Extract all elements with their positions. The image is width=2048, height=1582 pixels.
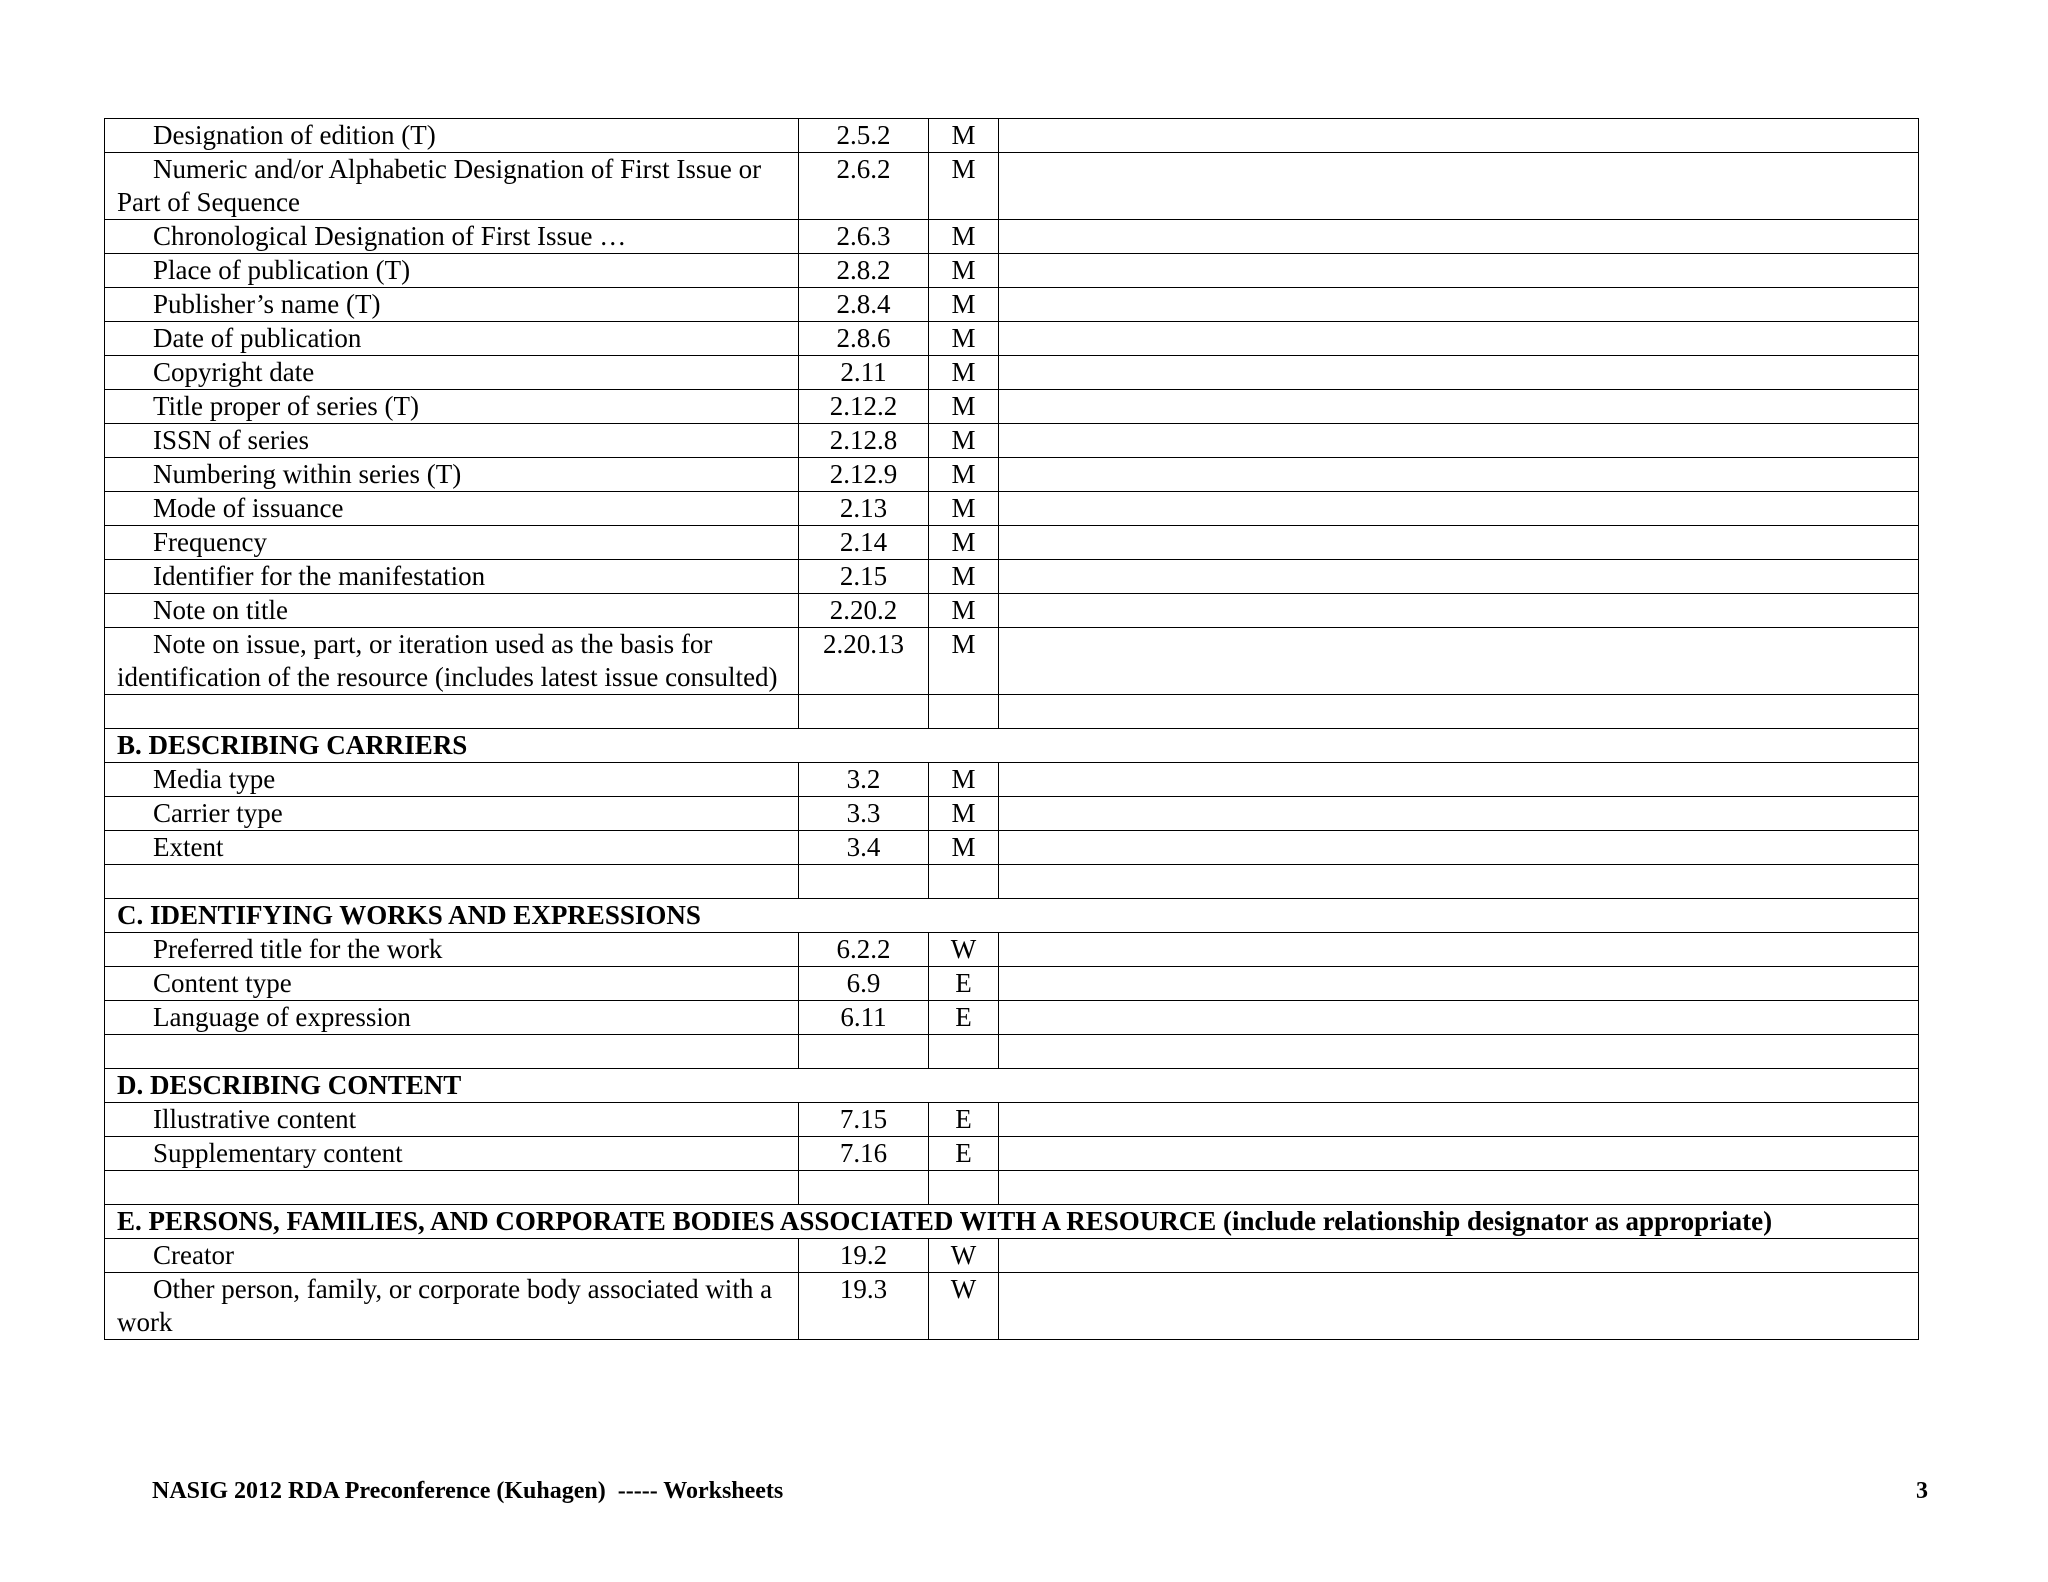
rda-rule-cell: 2.8.2	[799, 254, 929, 288]
rda-rule-cell: 2.8.4	[799, 288, 929, 322]
page-number: 3	[1916, 1478, 1928, 1504]
element-name-cell: Numeric and/or Alphabetic Designation of First Issue or Part of Sequence	[105, 153, 799, 220]
table-row	[105, 322, 1919, 356]
table-row	[105, 831, 1919, 865]
notes-cell	[999, 526, 1919, 560]
table-row	[105, 1001, 1919, 1035]
table-row	[105, 763, 1919, 797]
section-header-row	[105, 1205, 1919, 1239]
entity-code-cell: W	[929, 933, 999, 967]
table-row	[105, 1239, 1919, 1273]
entity-code-cell: M	[929, 763, 999, 797]
notes-cell	[999, 594, 1919, 628]
table-row	[105, 797, 1919, 831]
element-name-cell: Chronological Designation of First Issue …	[105, 220, 799, 254]
entity-code-cell: E	[929, 1137, 999, 1171]
table-row	[105, 628, 1919, 695]
section-header-row	[105, 899, 1919, 933]
table-row	[105, 967, 1919, 1001]
entity-code-cell: M	[929, 322, 999, 356]
rda-rule-cell: 6.9	[799, 967, 929, 1001]
notes-cell	[999, 1103, 1919, 1137]
notes-cell	[999, 933, 1919, 967]
element-name-cell: Date of publication	[105, 322, 799, 356]
entity-code-cell: M	[929, 526, 999, 560]
section-header-row	[105, 1069, 1919, 1103]
rule-cell	[799, 1171, 929, 1205]
blank-row	[105, 1035, 1919, 1069]
entity-code-cell: M	[929, 628, 999, 695]
rda-rule-cell: 7.16	[799, 1137, 929, 1171]
element-name-cell: Note on title	[105, 594, 799, 628]
section-header-row	[105, 729, 1919, 763]
rule-cell	[799, 865, 929, 899]
notes-cell	[999, 424, 1919, 458]
notes-cell	[999, 865, 1919, 899]
rda-rule-cell: 2.13	[799, 492, 929, 526]
notes-cell	[999, 628, 1919, 695]
table-row	[105, 153, 1919, 220]
table-row	[105, 1273, 1919, 1340]
table-row	[105, 220, 1919, 254]
notes-cell	[999, 1035, 1919, 1069]
rda-rule-cell: 2.8.6	[799, 322, 929, 356]
entity-code-cell: M	[929, 594, 999, 628]
table-row	[105, 254, 1919, 288]
entity-code-cell: M	[929, 119, 999, 153]
rda-rule-cell: 6.2.2	[799, 933, 929, 967]
blank-row	[105, 695, 1919, 729]
notes-cell	[999, 560, 1919, 594]
element-name-cell: Mode of issuance	[105, 492, 799, 526]
element-name-cell: Preferred title for the work	[105, 933, 799, 967]
rda-rule-cell: 19.3	[799, 1273, 929, 1340]
table-row	[105, 933, 1919, 967]
element-name-cell: Place of publication (T)	[105, 254, 799, 288]
notes-cell	[999, 1171, 1919, 1205]
element-name-cell: Note on issue, part, or iteration used as the basis for identification of the resource (includes latest issue consulted)	[105, 628, 799, 695]
table-row	[105, 1103, 1919, 1137]
entity-code-cell: M	[929, 424, 999, 458]
element-name-cell: Identifier for the manifestation	[105, 560, 799, 594]
element-name-cell: Copyright date	[105, 356, 799, 390]
section-heading: B. DESCRIBING CARRIERS	[105, 729, 1919, 763]
rda-rule-cell: 2.12.9	[799, 458, 929, 492]
notes-cell	[999, 492, 1919, 526]
element-name-cell: Creator	[105, 1239, 799, 1273]
notes-cell	[999, 458, 1919, 492]
notes-cell	[999, 695, 1919, 729]
rda-rule-cell: 3.2	[799, 763, 929, 797]
element-name-cell: Content type	[105, 967, 799, 1001]
notes-cell	[999, 119, 1919, 153]
entity-code-cell: M	[929, 458, 999, 492]
entity-code-cell: M	[929, 390, 999, 424]
entity-code-cell: M	[929, 831, 999, 865]
notes-cell	[999, 254, 1919, 288]
table-row	[105, 288, 1919, 322]
table-row	[105, 1137, 1919, 1171]
notes-cell	[999, 153, 1919, 220]
code-cell	[929, 1035, 999, 1069]
entity-code-cell: M	[929, 356, 999, 390]
section-heading: E. PERSONS, FAMILIES, AND CORPORATE BODIES ASSOCIATED WITH A RESOURCE (include relationship designator as appropriate)	[105, 1205, 1919, 1239]
table-row	[105, 356, 1919, 390]
element-cell	[105, 865, 799, 899]
rda-rule-cell: 2.6.3	[799, 220, 929, 254]
table-row	[105, 424, 1919, 458]
notes-cell	[999, 967, 1919, 1001]
rule-cell	[799, 1035, 929, 1069]
rda-worksheet-table	[104, 118, 1919, 1340]
notes-cell	[999, 763, 1919, 797]
notes-cell	[999, 831, 1919, 865]
rule-cell	[799, 695, 929, 729]
rda-rule-cell: 6.11	[799, 1001, 929, 1035]
notes-cell	[999, 1001, 1919, 1035]
entity-code-cell: M	[929, 560, 999, 594]
table-row	[105, 458, 1919, 492]
element-name-cell: Numbering within series (T)	[105, 458, 799, 492]
element-name-cell: Illustrative content	[105, 1103, 799, 1137]
element-name-cell: Media type	[105, 763, 799, 797]
element-name-cell: Frequency	[105, 526, 799, 560]
rda-rule-cell: 2.6.2	[799, 153, 929, 220]
table-row	[105, 560, 1919, 594]
element-name-cell: Publisher’s name (T)	[105, 288, 799, 322]
rda-rule-cell: 2.12.2	[799, 390, 929, 424]
code-cell	[929, 1171, 999, 1205]
entity-code-cell: M	[929, 288, 999, 322]
rda-rule-cell: 2.11	[799, 356, 929, 390]
worksheet-table-body	[105, 119, 1919, 1340]
notes-cell	[999, 1137, 1919, 1171]
notes-cell	[999, 322, 1919, 356]
notes-cell	[999, 1273, 1919, 1340]
code-cell	[929, 695, 999, 729]
element-cell	[105, 695, 799, 729]
element-name-cell: Title proper of series (T)	[105, 390, 799, 424]
element-cell	[105, 1171, 799, 1205]
entity-code-cell: M	[929, 220, 999, 254]
notes-cell	[999, 288, 1919, 322]
footer-title: NASIG 2012 RDA Preconference (Kuhagen) ----- Worksheets	[152, 1478, 784, 1504]
entity-code-cell: W	[929, 1239, 999, 1273]
blank-row	[105, 1171, 1919, 1205]
table-row	[105, 119, 1919, 153]
element-name-cell: Extent	[105, 831, 799, 865]
entity-code-cell: M	[929, 492, 999, 526]
notes-cell	[999, 1239, 1919, 1273]
rda-rule-cell: 2.15	[799, 560, 929, 594]
notes-cell	[999, 220, 1919, 254]
entity-code-cell: E	[929, 967, 999, 1001]
rda-rule-cell: 7.15	[799, 1103, 929, 1137]
element-name-cell: Language of expression	[105, 1001, 799, 1035]
element-name-cell: Designation of edition (T)	[105, 119, 799, 153]
table-row	[105, 390, 1919, 424]
element-cell	[105, 1035, 799, 1069]
rda-rule-cell: 2.20.13	[799, 628, 929, 695]
element-name-cell: ISSN of series	[105, 424, 799, 458]
entity-code-cell: M	[929, 797, 999, 831]
table-row	[105, 492, 1919, 526]
element-name-cell: Carrier type	[105, 797, 799, 831]
rda-rule-cell: 3.4	[799, 831, 929, 865]
element-name-cell: Other person, family, or corporate body associated with a work	[105, 1273, 799, 1340]
notes-cell	[999, 797, 1919, 831]
entity-code-cell: E	[929, 1103, 999, 1137]
notes-cell	[999, 356, 1919, 390]
section-heading: C. IDENTIFYING WORKS AND EXPRESSIONS	[105, 899, 1919, 933]
element-name-cell: Supplementary content	[105, 1137, 799, 1171]
entity-code-cell: E	[929, 1001, 999, 1035]
rda-rule-cell: 2.12.8	[799, 424, 929, 458]
entity-code-cell: W	[929, 1273, 999, 1340]
code-cell	[929, 865, 999, 899]
table-row	[105, 526, 1919, 560]
rda-rule-cell: 2.20.2	[799, 594, 929, 628]
entity-code-cell: M	[929, 254, 999, 288]
blank-row	[105, 865, 1919, 899]
table-row	[105, 594, 1919, 628]
section-heading: D. DESCRIBING CONTENT	[105, 1069, 1919, 1103]
rda-rule-cell: 2.14	[799, 526, 929, 560]
rda-rule-cell: 19.2	[799, 1239, 929, 1273]
entity-code-cell: M	[929, 153, 999, 220]
rda-rule-cell: 3.3	[799, 797, 929, 831]
notes-cell	[999, 390, 1919, 424]
rda-rule-cell: 2.5.2	[799, 119, 929, 153]
